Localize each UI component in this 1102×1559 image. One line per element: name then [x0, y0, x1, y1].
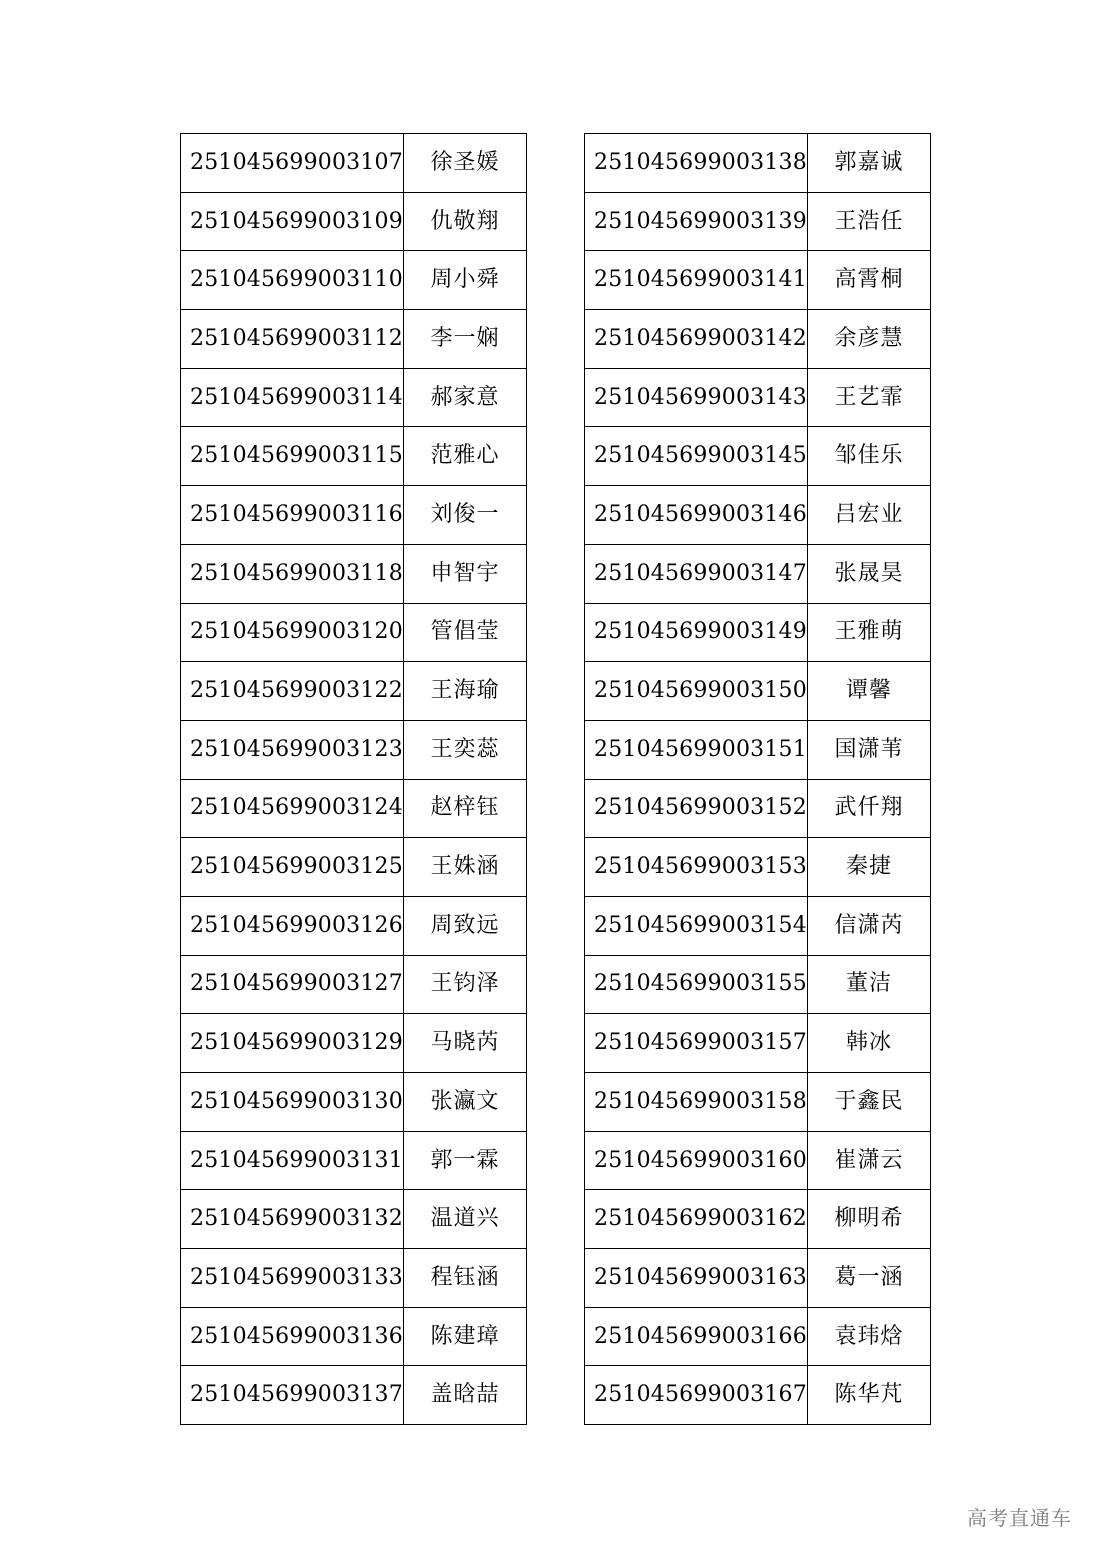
table-row: [181, 1307, 527, 1366]
table-row: [585, 1249, 931, 1308]
candidate-id-cell: 251045699003124: [181, 779, 404, 838]
candidate-id-cell: 251045699003151: [585, 720, 808, 779]
table-row: [585, 427, 931, 486]
candidate-name-cell: 张瀛文: [403, 1073, 526, 1132]
candidate-name-cell: 国潇苇: [807, 720, 930, 779]
candidate-name-cell: 崔潇云: [807, 1131, 930, 1190]
candidate-id-cell: 251045699003127: [181, 955, 404, 1014]
candidate-name-cell: 仇敬翔: [403, 192, 526, 251]
candidate-id-cell: 251045699003132: [181, 1190, 404, 1249]
table-row: [181, 251, 527, 310]
candidate-name-cell: 陈建璋: [403, 1307, 526, 1366]
table-row: [181, 486, 527, 545]
table-row: [181, 1190, 527, 1249]
candidate-name-cell: 范雅心: [403, 427, 526, 486]
candidate-name-cell: 徐圣媛: [403, 134, 526, 193]
candidate-id-cell: 251045699003141: [585, 251, 808, 310]
candidate-id-cell: 251045699003167: [585, 1366, 808, 1425]
candidate-name-cell: 韩冰: [807, 1014, 930, 1073]
table-row: [585, 955, 931, 1014]
roster-table-right: [584, 133, 931, 1425]
candidate-id-cell: 251045699003126: [181, 896, 404, 955]
candidate-name-cell: 王钧泽: [403, 955, 526, 1014]
table-row: [181, 427, 527, 486]
candidate-name-cell: 袁玮焓: [807, 1307, 930, 1366]
table-row: [585, 1190, 931, 1249]
candidate-id-cell: 251045699003129: [181, 1014, 404, 1073]
candidate-id-cell: 251045699003163: [585, 1249, 808, 1308]
table-row: [181, 662, 527, 721]
candidate-id-cell: 251045699003139: [585, 192, 808, 251]
table-row: [181, 544, 527, 603]
candidate-name-cell: 温道兴: [403, 1190, 526, 1249]
table-row: [585, 1131, 931, 1190]
candidate-name-cell: 高霄桐: [807, 251, 930, 310]
candidate-id-cell: 251045699003123: [181, 720, 404, 779]
table-row: [585, 368, 931, 427]
table-row: [585, 838, 931, 897]
candidate-id-cell: 251045699003137: [181, 1366, 404, 1425]
candidate-id-cell: 251045699003152: [585, 779, 808, 838]
candidate-name-cell: 王海瑜: [403, 662, 526, 721]
candidate-id-cell: 251045699003107: [181, 134, 404, 193]
candidate-id-cell: 251045699003162: [585, 1190, 808, 1249]
candidate-name-cell: 马晓芮: [403, 1014, 526, 1073]
candidate-id-cell: 251045699003136: [181, 1307, 404, 1366]
candidate-id-cell: 251045699003147: [585, 544, 808, 603]
candidate-name-cell: 周小舜: [403, 251, 526, 310]
candidate-name-cell: 盖晗喆: [403, 1366, 526, 1425]
candidate-name-cell: 王雅萌: [807, 603, 930, 662]
candidate-name-cell: 王浩任: [807, 192, 930, 251]
candidate-id-cell: 251045699003146: [585, 486, 808, 545]
table-row: [585, 1014, 931, 1073]
candidate-id-cell: 251045699003150: [585, 662, 808, 721]
candidate-name-cell: 刘俊一: [403, 486, 526, 545]
table-row: [585, 896, 931, 955]
table-row: [585, 310, 931, 369]
candidate-id-cell: 251045699003120: [181, 603, 404, 662]
candidate-id-cell: 251045699003166: [585, 1307, 808, 1366]
candidate-id-cell: 251045699003130: [181, 1073, 404, 1132]
candidate-id-cell: 251045699003154: [585, 896, 808, 955]
candidate-id-cell: 251045699003145: [585, 427, 808, 486]
candidate-name-cell: 赵梓钰: [403, 779, 526, 838]
candidate-id-cell: 251045699003118: [181, 544, 404, 603]
candidate-id-cell: 251045699003149: [585, 603, 808, 662]
candidate-id-cell: 251045699003112: [181, 310, 404, 369]
candidate-name-cell: 张晟昊: [807, 544, 930, 603]
table-row: [181, 1131, 527, 1190]
table-row: [181, 955, 527, 1014]
table-row: [181, 720, 527, 779]
table-row: [181, 368, 527, 427]
candidate-id-cell: 251045699003131: [181, 1131, 404, 1190]
candidate-name-cell: 余彦慧: [807, 310, 930, 369]
candidate-id-cell: 251045699003125: [181, 838, 404, 897]
candidate-id-cell: 251045699003133: [181, 1249, 404, 1308]
candidate-id-cell: 251045699003109: [181, 192, 404, 251]
roster-table-left: [180, 133, 527, 1425]
candidate-name-cell: 郭嘉诚: [807, 134, 930, 193]
candidate-id-cell: 251045699003116: [181, 486, 404, 545]
candidate-name-cell: 董洁: [807, 955, 930, 1014]
candidate-name-cell: 王姝涵: [403, 838, 526, 897]
candidate-name-cell: 李一娴: [403, 310, 526, 369]
roster-table-left-body: [181, 134, 527, 1425]
table-row: [585, 720, 931, 779]
table-row: [585, 251, 931, 310]
candidate-id-cell: 251045699003110: [181, 251, 404, 310]
candidate-name-cell: 王奕蕊: [403, 720, 526, 779]
candidate-id-cell: 251045699003153: [585, 838, 808, 897]
candidate-name-cell: 柳明希: [807, 1190, 930, 1249]
candidate-name-cell: 吕宏业: [807, 486, 930, 545]
table-row: [181, 134, 527, 193]
candidate-name-cell: 王艺霏: [807, 368, 930, 427]
candidate-name-cell: 郭一霖: [403, 1131, 526, 1190]
table-row: [181, 779, 527, 838]
table-row: [181, 838, 527, 897]
candidate-name-cell: 秦捷: [807, 838, 930, 897]
table-row: [181, 896, 527, 955]
table-row: [585, 1366, 931, 1425]
table-row: [585, 603, 931, 662]
candidate-id-cell: 251045699003138: [585, 134, 808, 193]
table-row: [585, 1073, 931, 1132]
table-row: [585, 486, 931, 545]
table-row: [585, 192, 931, 251]
roster-table-right-body: [585, 134, 931, 1425]
table-row: [585, 134, 931, 193]
candidate-name-cell: 于鑫民: [807, 1073, 930, 1132]
candidate-name-cell: 邹佳乐: [807, 427, 930, 486]
candidate-id-cell: 251045699003155: [585, 955, 808, 1014]
candidate-name-cell: 陈华芃: [807, 1366, 930, 1425]
table-row: [181, 1073, 527, 1132]
watermark-text: 高考直通车: [967, 1506, 1072, 1530]
candidate-name-cell: 郝家意: [403, 368, 526, 427]
table-row: [585, 662, 931, 721]
candidate-name-cell: 程钰涵: [403, 1249, 526, 1308]
table-row: [585, 544, 931, 603]
candidate-name-cell: 信潇芮: [807, 896, 930, 955]
candidate-id-cell: 251045699003114: [181, 368, 404, 427]
candidate-id-cell: 251045699003143: [585, 368, 808, 427]
table-row: [585, 779, 931, 838]
candidate-name-cell: 周致远: [403, 896, 526, 955]
candidate-name-cell: 葛一涵: [807, 1249, 930, 1308]
candidate-name-cell: 谭馨: [807, 662, 930, 721]
table-row: [181, 1014, 527, 1073]
table-row: [181, 310, 527, 369]
candidate-name-cell: 管倡莹: [403, 603, 526, 662]
candidate-id-cell: 251045699003115: [181, 427, 404, 486]
table-row: [181, 1366, 527, 1425]
table-row: [585, 1307, 931, 1366]
table-row: [181, 603, 527, 662]
candidate-id-cell: 251045699003142: [585, 310, 808, 369]
table-row: [181, 192, 527, 251]
table-row: [181, 1249, 527, 1308]
candidate-id-cell: 251045699003122: [181, 662, 404, 721]
candidate-id-cell: 251045699003157: [585, 1014, 808, 1073]
candidate-id-cell: 251045699003160: [585, 1131, 808, 1190]
candidate-name-cell: 申智宇: [403, 544, 526, 603]
candidate-id-cell: 251045699003158: [585, 1073, 808, 1132]
candidate-name-cell: 武仟翔: [807, 779, 930, 838]
